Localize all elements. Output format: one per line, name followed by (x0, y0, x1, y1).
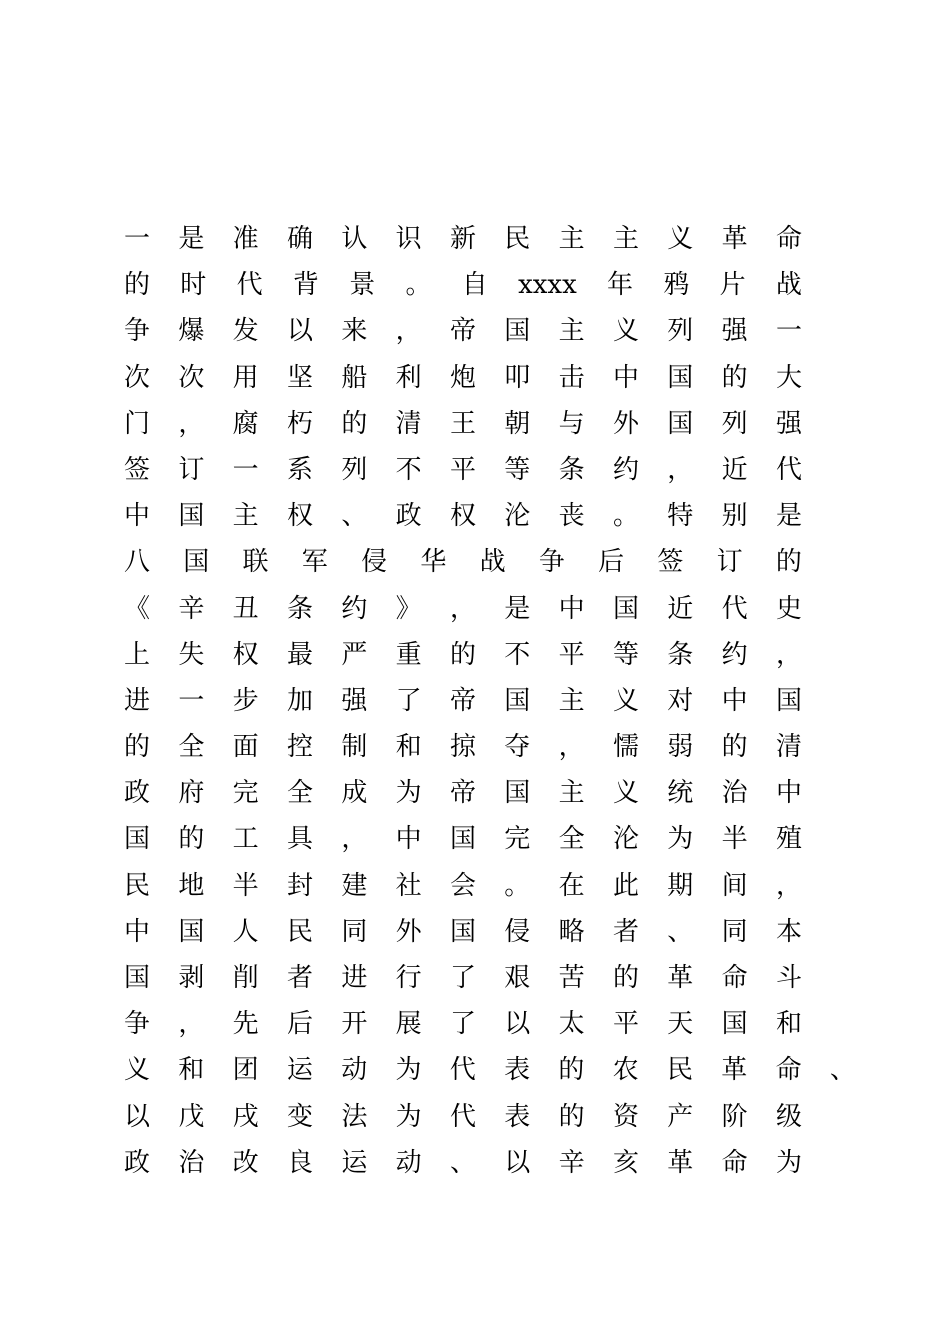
text-line: 义 和 团 运 动 为 代 表 的 农 民 革 命 、 (124, 1055, 856, 1086)
text-line: 争 爆 发 以 来 ， 帝 国 主 义 列 强 一 (124, 316, 802, 347)
text-line: 进 一 步 加 强 了 帝 国 主 义 对 中 国 (124, 685, 802, 716)
text-line: 的 全 面 控 制 和 掠 夺 ， 懦 弱 的 清 (124, 732, 802, 763)
text-line: 国 剥 削 者 进 行 了 艰 苦 的 革 命 斗 (124, 963, 802, 993)
text-line: 政 治 改 良 运 动 、 以 辛 亥 革 命 为 (124, 1147, 802, 1178)
text-line: 一 是 准 确 认 识 新 民 主 主 义 革 命 (124, 224, 802, 254)
text-line: 门 ， 腐 朽 的 清 王 朝 与 外 国 列 强 (124, 408, 802, 439)
body-paragraph (124, 216, 856, 1186)
text-line: 中 国 主 权 、 政 权 沦 丧 。 特 别 是 (124, 501, 802, 532)
text-line: 民 地 半 封 建 社 会 。 在 此 期 间 ， (124, 870, 802, 901)
text-line: 八 国 联 军 侵 华 战 争 后 签 订 的 (124, 547, 802, 578)
text-line: 次 次 用 坚 船 利 炮 叩 击 中 国 的 大 (124, 362, 802, 393)
text-line: 政 府 完 全 成 为 帝 国 主 义 统 治 中 (124, 778, 802, 809)
text-line: 的 时 代 背 景 。 自 xxxx 年 鸦 片 战 (124, 270, 802, 301)
text-line: 签 订 一 系 列 不 平 等 条 约 ， 近 代 (124, 454, 802, 485)
text-line: 《 辛 丑 条 约 》 ， 是 中 国 近 代 史 (124, 593, 802, 624)
text-line: 中 国 人 民 同 外 国 侵 略 者 、 同 本 (124, 916, 802, 947)
text-line: 以 戊 戌 变 法 为 代 表 的 资 产 阶 级 (124, 1101, 802, 1132)
text-line: 争 ， 先 后 开 展 了 以 太 平 天 国 和 (124, 1009, 802, 1040)
text-line: 上 失 权 最 严 重 的 不 平 等 条 约 ， (124, 639, 802, 670)
text-line: 国 的 工 具 ， 中 国 完 全 沦 为 半 殖 (124, 824, 802, 855)
